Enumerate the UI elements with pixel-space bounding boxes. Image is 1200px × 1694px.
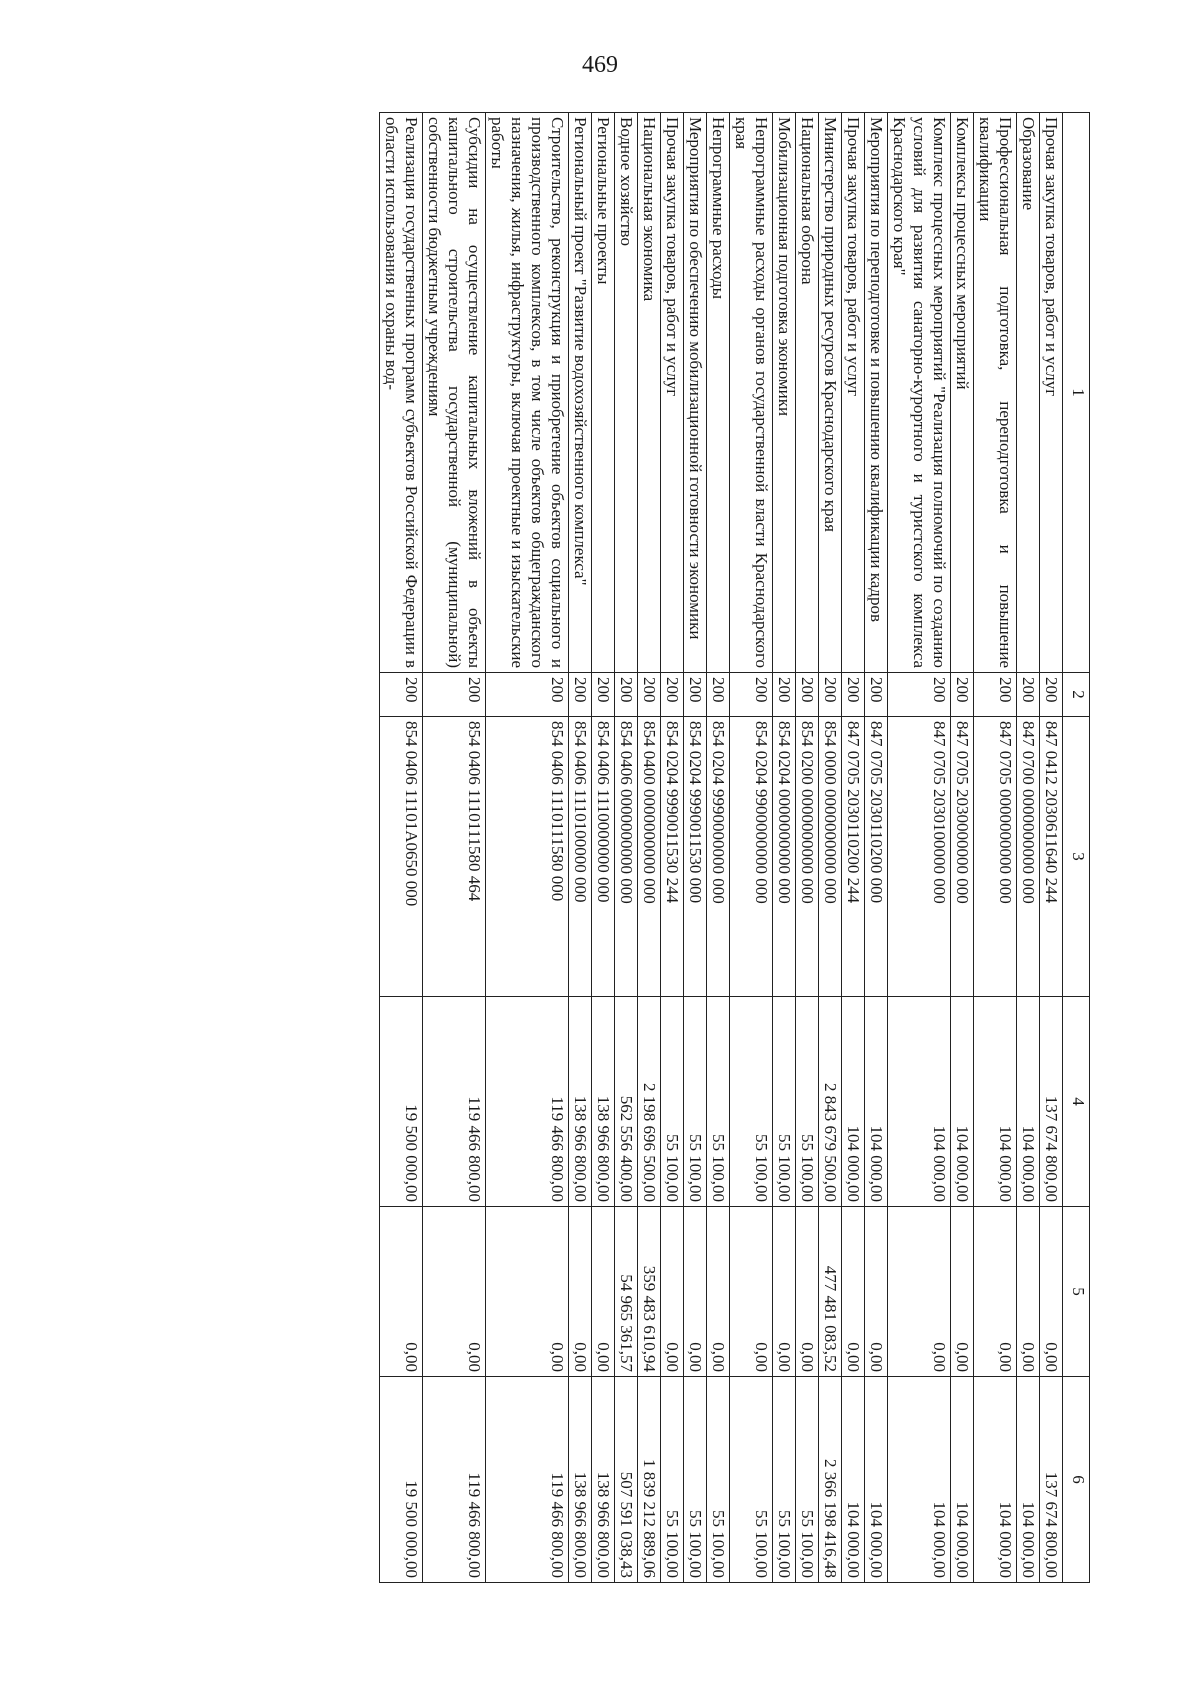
table-row <box>888 113 951 1583</box>
row-col6: 19 500 000,00 <box>380 1377 423 1583</box>
row-code: 854 0406 11101A0650 000 <box>380 717 423 997</box>
row-name: Региональный проект "Развитие водохозяйственного комплекса" <box>569 113 592 673</box>
row-code: 854 0406 1110111580 000 <box>486 717 569 997</box>
row-col5: 477 481 083,52 <box>819 1207 842 1377</box>
row-col4: 55 100,00 <box>707 997 730 1207</box>
row-col2: 200 <box>951 673 974 717</box>
row-col5: 0,00 <box>661 1207 684 1377</box>
header-col-2: 2 <box>1063 673 1090 717</box>
row-code: 847 0705 2030110200 000 <box>865 717 888 997</box>
row-col2: 200 <box>1017 673 1040 717</box>
table-row <box>569 113 592 1583</box>
row-name: Национальная оборона <box>796 113 819 673</box>
budget-table-rotated <box>170 112 1090 1582</box>
row-name: Мероприятия по обеспечению мобилизационной готовности экономики <box>684 113 707 673</box>
header-row <box>1063 113 1090 1583</box>
row-col2: 200 <box>842 673 865 717</box>
table-row <box>974 113 1017 1583</box>
row-col5: 0,00 <box>842 1207 865 1377</box>
table-row <box>638 113 661 1583</box>
row-col2: 200 <box>569 673 592 717</box>
row-code: 854 0200 0000000000 000 <box>796 717 819 997</box>
row-code: 847 0705 2030000000 000 <box>951 717 974 997</box>
row-col5: 0,00 <box>888 1207 951 1377</box>
row-name: Прочая закупка товаров, работ и услуг <box>661 113 684 673</box>
row-name: Субсидии на осуществление капитальных вложений в объекты капитального строительства государственной (муниципальной) собственности бюджетным учреждениям <box>423 113 486 673</box>
table-row <box>796 113 819 1583</box>
table-row <box>865 113 888 1583</box>
row-name: Профессиональная подготовка, переподготовка и повышение квалификации <box>974 113 1017 673</box>
row-code: 854 0406 0000000000 000 <box>615 717 638 997</box>
table-row <box>1040 113 1063 1583</box>
row-col2: 200 <box>661 673 684 717</box>
row-col2: 200 <box>707 673 730 717</box>
table-row <box>684 113 707 1583</box>
row-code: 847 0705 2030110200 244 <box>842 717 865 997</box>
table-row <box>842 113 865 1583</box>
row-code: 847 0705 2030100000 000 <box>888 717 951 997</box>
row-col4: 104 000,00 <box>974 997 1017 1207</box>
row-col6: 55 100,00 <box>661 1377 684 1583</box>
row-col5: 0,00 <box>380 1207 423 1377</box>
row-col4: 138 966 800,00 <box>569 997 592 1207</box>
row-col5: 0,00 <box>1017 1207 1040 1377</box>
row-col4: 19 500 000,00 <box>380 997 423 1207</box>
table-row <box>951 113 974 1583</box>
row-col6: 137 674 800,00 <box>1040 1377 1063 1583</box>
row-col4: 119 466 800,00 <box>423 997 486 1207</box>
page-number: 469 <box>582 52 618 78</box>
row-code: 854 0204 9990000000 000 <box>707 717 730 997</box>
row-col2: 200 <box>638 673 661 717</box>
row-col4: 55 100,00 <box>773 997 796 1207</box>
row-col5: 359 483 610,94 <box>638 1207 661 1377</box>
row-col5: 0,00 <box>974 1207 1017 1377</box>
row-col5: 0,00 <box>796 1207 819 1377</box>
row-col2: 200 <box>615 673 638 717</box>
row-name: Реализация государственных программ субъектов Российской Федерации в области использования и охраны вод- <box>380 113 423 673</box>
row-name: Комплексы процессных мероприятий <box>951 113 974 673</box>
row-col4: 104 000,00 <box>888 997 951 1207</box>
row-col4: 104 000,00 <box>1017 997 1040 1207</box>
row-col6: 55 100,00 <box>707 1377 730 1583</box>
row-code: 854 0204 9990011530 244 <box>661 717 684 997</box>
row-col6: 55 100,00 <box>796 1377 819 1583</box>
table-row <box>730 113 773 1583</box>
budget-table <box>379 112 1090 1583</box>
row-name: Национальная экономика <box>638 113 661 673</box>
row-col4: 104 000,00 <box>951 997 974 1207</box>
row-col2: 200 <box>865 673 888 717</box>
row-col5: 0,00 <box>730 1207 773 1377</box>
row-col4: 119 466 800,00 <box>486 997 569 1207</box>
row-name: Непрограммные расходы <box>707 113 730 673</box>
row-col5: 0,00 <box>951 1207 974 1377</box>
table-row <box>661 113 684 1583</box>
row-col6: 104 000,00 <box>1017 1377 1040 1583</box>
row-col5: 0,00 <box>707 1207 730 1377</box>
row-col4: 137 674 800,00 <box>1040 997 1063 1207</box>
row-col5: 0,00 <box>865 1207 888 1377</box>
row-col2: 200 <box>423 673 486 717</box>
row-col2: 200 <box>819 673 842 717</box>
row-col4: 562 556 400,00 <box>615 997 638 1207</box>
row-col6: 507 591 038,43 <box>615 1377 638 1583</box>
row-col4: 138 966 800,00 <box>592 997 615 1207</box>
row-col4: 55 100,00 <box>661 997 684 1207</box>
row-col6: 55 100,00 <box>730 1377 773 1583</box>
row-col6: 104 000,00 <box>951 1377 974 1583</box>
header-col-1: 1 <box>1063 113 1090 673</box>
row-code: 854 0000 0000000000 000 <box>819 717 842 997</box>
row-col5: 0,00 <box>684 1207 707 1377</box>
row-code: 847 0412 2030611640 244 <box>1040 717 1063 997</box>
row-name: Непрограммные расходы органов государственной власти Краснодарского края <box>730 113 773 673</box>
row-code: 854 0406 1110000000 000 <box>592 717 615 997</box>
row-code: 854 0204 0000000000 000 <box>773 717 796 997</box>
row-col5: 0,00 <box>569 1207 592 1377</box>
header-col-6: 6 <box>1063 1377 1090 1583</box>
row-col6: 104 000,00 <box>842 1377 865 1583</box>
row-col6: 104 000,00 <box>865 1377 888 1583</box>
header-col-3: 3 <box>1063 717 1090 997</box>
row-col5: 0,00 <box>1040 1207 1063 1377</box>
row-col6: 104 000,00 <box>888 1377 951 1583</box>
row-code: 847 0705 0000000000 000 <box>974 717 1017 997</box>
row-col6: 104 000,00 <box>974 1377 1017 1583</box>
row-col6: 119 466 800,00 <box>486 1377 569 1583</box>
row-col6: 1 839 212 889,06 <box>638 1377 661 1583</box>
row-name: Прочая закупка товаров, работ и услуг <box>1040 113 1063 673</box>
row-col6: 138 966 800,00 <box>569 1377 592 1583</box>
row-col4: 55 100,00 <box>730 997 773 1207</box>
row-col2: 200 <box>888 673 951 717</box>
row-name: Министерство природных ресурсов Краснодарского края <box>819 113 842 673</box>
row-col5: 0,00 <box>486 1207 569 1377</box>
row-name: Образование <box>1017 113 1040 673</box>
table-row <box>773 113 796 1583</box>
row-col2: 200 <box>974 673 1017 717</box>
row-col2: 200 <box>1040 673 1063 717</box>
header-col-5: 5 <box>1063 1207 1090 1377</box>
table-row <box>486 113 569 1583</box>
row-col2: 200 <box>796 673 819 717</box>
row-col5: 0,00 <box>592 1207 615 1377</box>
row-col4: 104 000,00 <box>842 997 865 1207</box>
row-name: Строительство, реконструкция и приобретение объектов социального и производственного комплексов, в том числе объектов общегражданского назначения, жилья, инфраструктуры, включая проектные и изыскательские работы <box>486 113 569 673</box>
row-col2: 200 <box>773 673 796 717</box>
row-col2: 200 <box>380 673 423 717</box>
row-name: Мобилизационная подготовка экономики <box>773 113 796 673</box>
row-col5: 0,00 <box>773 1207 796 1377</box>
row-name: Прочая закупка товаров, работ и услуг <box>842 113 865 673</box>
table-row <box>707 113 730 1583</box>
row-col2: 200 <box>730 673 773 717</box>
row-col5: 54 965 361,57 <box>615 1207 638 1377</box>
header-col-4: 4 <box>1063 997 1090 1207</box>
row-col2: 200 <box>684 673 707 717</box>
row-code: 854 0406 1110100000 000 <box>569 717 592 997</box>
row-col4: 104 000,00 <box>865 997 888 1207</box>
row-col4: 55 100,00 <box>796 997 819 1207</box>
row-name: Комплекс процессных мероприятий "Реализация полномочий по созданию условий для развития санаторно-курортного и туристского комплекса Краснодарского края" <box>888 113 951 673</box>
row-name: Водное хозяйство <box>615 113 638 673</box>
row-col6: 55 100,00 <box>773 1377 796 1583</box>
row-col2: 200 <box>592 673 615 717</box>
row-col6: 119 466 800,00 <box>423 1377 486 1583</box>
row-code: 854 0204 9900000000 000 <box>730 717 773 997</box>
row-col5: 0,00 <box>423 1207 486 1377</box>
row-code: 854 0204 9990011530 000 <box>684 717 707 997</box>
row-name: Региональные проекты <box>592 113 615 673</box>
table-row <box>592 113 615 1583</box>
table-row <box>1017 113 1040 1583</box>
row-col4: 2 198 696 500,00 <box>638 997 661 1207</box>
row-code: 847 0700 0000000000 000 <box>1017 717 1040 997</box>
row-code: 854 0406 1110111580 464 <box>423 717 486 997</box>
table-row <box>380 113 423 1583</box>
table-row <box>423 113 486 1583</box>
row-col4: 2 843 679 500,00 <box>819 997 842 1207</box>
row-col6: 2 366 198 416,48 <box>819 1377 842 1583</box>
row-col2: 200 <box>486 673 569 717</box>
row-code: 854 0400 0000000000 000 <box>638 717 661 997</box>
table-row <box>819 113 842 1583</box>
row-name: Мероприятия по переподготовке и повышению квалификации кадров <box>865 113 888 673</box>
row-col4: 55 100,00 <box>684 997 707 1207</box>
row-col6: 138 966 800,00 <box>592 1377 615 1583</box>
row-col6: 55 100,00 <box>684 1377 707 1583</box>
table-row <box>615 113 638 1583</box>
